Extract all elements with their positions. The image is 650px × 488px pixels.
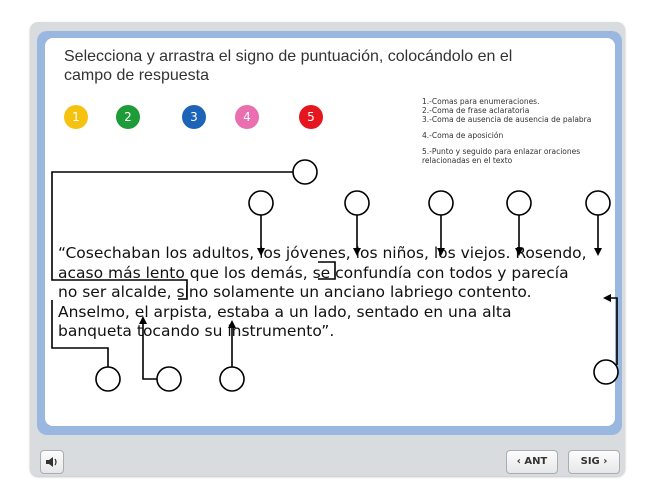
draggable-badge-5[interactable]: 5: [299, 105, 323, 129]
draggable-badge-1[interactable]: 1: [64, 105, 88, 129]
prev-label: ANT: [524, 456, 548, 467]
passage-line-5: banqueta tocando su instrumento”.: [58, 322, 335, 340]
drop-target-6[interactable]: [586, 191, 610, 215]
legend-item-5b: relacionadas en el texto: [422, 156, 513, 165]
passage-line-2: acaso más lento que los demás, se confundía con todos y parecía: [58, 263, 569, 282]
drop-target-1[interactable]: [293, 160, 317, 184]
drop-target-9[interactable]: [220, 367, 244, 391]
drop-target-5[interactable]: [507, 191, 531, 215]
drop-target-4[interactable]: [429, 191, 453, 215]
instruction-line-2: campo de respuesta: [64, 67, 209, 84]
connector-8: [143, 320, 157, 379]
draggable-badge-2[interactable]: 2: [116, 105, 140, 129]
legend-item-5a: 5.-Punto y seguido para enlazar oraciones: [422, 147, 581, 156]
drop-target-3[interactable]: [345, 191, 369, 215]
passage-line-4: Anselmo, el arpista, estaba a un lado, sentado en una alta: [58, 302, 512, 321]
connector-7: [52, 300, 108, 367]
passage-line-3: no ser alcalde, sino solamente un anciano labriego contento.: [58, 283, 532, 301]
passage-line-1: “Cosechaban los adultos, los jóvenes, los niños, los viejos. Rosendo,: [58, 244, 587, 262]
draggable-badge-4[interactable]: 4: [235, 105, 259, 129]
legend-item-2: 2.-Coma de frase aclaratoria: [422, 106, 530, 115]
drop-target-7[interactable]: [96, 367, 120, 391]
draggable-badge-3[interactable]: 3: [182, 105, 206, 129]
bracket-se: [318, 262, 335, 279]
legend-item-1: 1.-Comas para enumeraciones.: [422, 97, 540, 106]
prev-button[interactable]: [506, 450, 558, 474]
legend-item-4: 4.-Coma de aposición: [422, 131, 504, 140]
drop-target-8[interactable]: [157, 367, 181, 391]
drop-target-10[interactable]: [594, 360, 618, 384]
sound-button[interactable]: [40, 450, 64, 474]
chevron-right-icon: ›: [599, 456, 608, 467]
chevron-left-icon: ‹: [516, 456, 525, 467]
connector-10: [607, 298, 617, 365]
drop-target-2[interactable]: [249, 191, 273, 215]
next-button[interactable]: [568, 450, 620, 474]
speaker-icon: [45, 456, 59, 468]
next-label: SIG: [580, 456, 600, 467]
legend-item-3: 3.-Coma de ausencia de ausencia de palabra: [422, 115, 592, 124]
instruction-line-1: Selecciona y arrastra el signo de puntuación, colocándolo en el: [64, 48, 513, 65]
